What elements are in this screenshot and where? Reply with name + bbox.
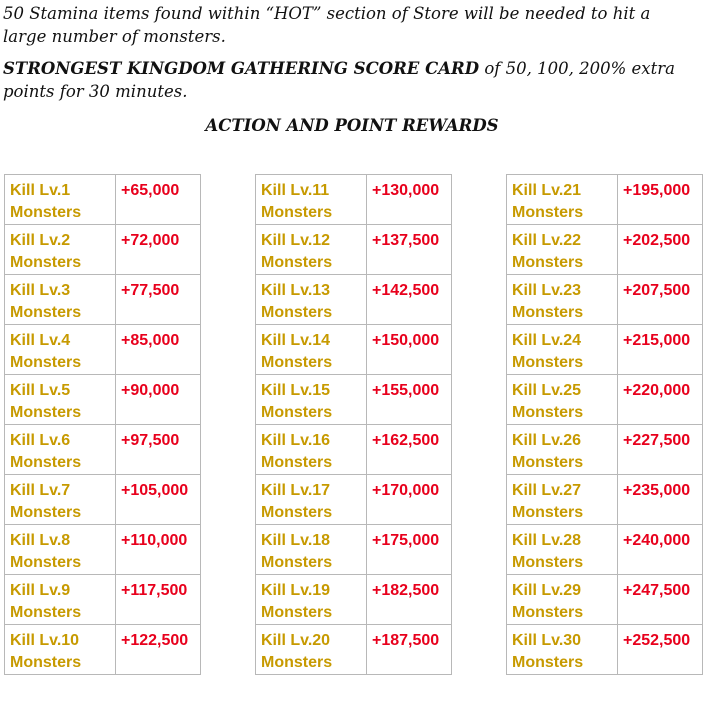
points-cell: +110,000 bbox=[116, 525, 201, 575]
table-row bbox=[5, 325, 201, 375]
table-row bbox=[5, 375, 201, 425]
points-cell: +142,500 bbox=[367, 275, 452, 325]
points-cell: +175,000 bbox=[367, 525, 452, 575]
points-cell: +122,500 bbox=[116, 625, 201, 675]
action-cell: Kill Lv.5 Monsters bbox=[5, 375, 116, 425]
action-cell: Kill Lv.16 Monsters bbox=[256, 425, 367, 475]
points-cell: +72,000 bbox=[116, 225, 201, 275]
table-row bbox=[256, 475, 452, 525]
action-cell: Kill Lv.4 Monsters bbox=[5, 325, 116, 375]
table-row bbox=[5, 175, 201, 225]
rewards-table-3 bbox=[506, 174, 703, 675]
scorecard-note bbox=[3, 57, 693, 103]
intro-text bbox=[3, 2, 693, 103]
action-cell: Kill Lv.10 Monsters bbox=[5, 625, 116, 675]
action-cell: Kill Lv.23 Monsters bbox=[507, 275, 618, 325]
scorecard-title: STRONGEST KINGDOM GATHERING SCORE CARD bbox=[3, 59, 480, 78]
table-row bbox=[256, 375, 452, 425]
action-cell: Kill Lv.21 Monsters bbox=[507, 175, 618, 225]
table-row bbox=[507, 325, 703, 375]
points-cell: +227,500 bbox=[618, 425, 703, 475]
points-cell: +150,000 bbox=[367, 325, 452, 375]
points-cell: +77,500 bbox=[116, 275, 201, 325]
points-cell: +105,000 bbox=[116, 475, 201, 525]
table-row bbox=[256, 425, 452, 475]
points-cell: +97,500 bbox=[116, 425, 201, 475]
points-cell: +202,500 bbox=[618, 225, 703, 275]
action-cell: Kill Lv.29 Monsters bbox=[507, 575, 618, 625]
points-cell: +240,000 bbox=[618, 525, 703, 575]
points-cell: +137,500 bbox=[367, 225, 452, 275]
action-cell: Kill Lv.1 Monsters bbox=[5, 175, 116, 225]
points-cell: +182,500 bbox=[367, 575, 452, 625]
scorecard-detail: of 50, 100, 200% extra points for 30 minutes. bbox=[3, 59, 675, 101]
action-cell: Kill Lv.25 Monsters bbox=[507, 375, 618, 425]
table-row bbox=[507, 175, 703, 225]
action-cell: Kill Lv.18 Monsters bbox=[256, 525, 367, 575]
rewards-table-2 bbox=[255, 174, 452, 675]
points-cell: +117,500 bbox=[116, 575, 201, 625]
action-cell: Kill Lv.22 Monsters bbox=[507, 225, 618, 275]
action-cell: Kill Lv.19 Monsters bbox=[256, 575, 367, 625]
table-row bbox=[5, 575, 201, 625]
points-cell: +247,500 bbox=[618, 575, 703, 625]
table-row bbox=[256, 225, 452, 275]
table-row bbox=[256, 325, 452, 375]
points-cell: +252,500 bbox=[618, 625, 703, 675]
action-cell: Kill Lv.20 Monsters bbox=[256, 625, 367, 675]
stamina-note: 50 Stamina items found within “HOT” section of Store will be needed to hit a large number of monsters. bbox=[3, 4, 651, 46]
action-cell: Kill Lv.11 Monsters bbox=[256, 175, 367, 225]
rewards-table-1 bbox=[4, 174, 201, 675]
table-row bbox=[507, 575, 703, 625]
table-row bbox=[5, 225, 201, 275]
points-cell: +155,000 bbox=[367, 375, 452, 425]
table-row bbox=[5, 475, 201, 525]
table-row bbox=[256, 175, 452, 225]
table-row bbox=[5, 625, 201, 675]
action-cell: Kill Lv.26 Monsters bbox=[507, 425, 618, 475]
points-cell: +195,000 bbox=[618, 175, 703, 225]
points-cell: +187,500 bbox=[367, 625, 452, 675]
action-cell: Kill Lv.6 Monsters bbox=[5, 425, 116, 475]
action-cell: Kill Lv.27 Monsters bbox=[507, 475, 618, 525]
table-row bbox=[256, 275, 452, 325]
points-cell: +130,000 bbox=[367, 175, 452, 225]
action-cell: Kill Lv.8 Monsters bbox=[5, 525, 116, 575]
points-cell: +162,500 bbox=[367, 425, 452, 475]
table-row bbox=[507, 375, 703, 425]
table-row bbox=[5, 275, 201, 325]
action-cell: Kill Lv.15 Monsters bbox=[256, 375, 367, 425]
points-cell: +90,000 bbox=[116, 375, 201, 425]
action-cell: Kill Lv.3 Monsters bbox=[5, 275, 116, 325]
table-row bbox=[507, 225, 703, 275]
table-row bbox=[507, 625, 703, 675]
points-cell: +235,000 bbox=[618, 475, 703, 525]
points-cell: +85,000 bbox=[116, 325, 201, 375]
action-cell: Kill Lv.17 Monsters bbox=[256, 475, 367, 525]
table-row bbox=[507, 525, 703, 575]
action-cell: Kill Lv.28 Monsters bbox=[507, 525, 618, 575]
action-cell: Kill Lv.30 Monsters bbox=[507, 625, 618, 675]
points-cell: +207,500 bbox=[618, 275, 703, 325]
table-row bbox=[256, 625, 452, 675]
section-heading: ACTION AND POINT REWARDS bbox=[205, 116, 499, 135]
table-row bbox=[507, 475, 703, 525]
table-row bbox=[256, 525, 452, 575]
table-row bbox=[5, 525, 201, 575]
table-row bbox=[5, 425, 201, 475]
points-cell: +170,000 bbox=[367, 475, 452, 525]
points-cell: +215,000 bbox=[618, 325, 703, 375]
table-row bbox=[507, 275, 703, 325]
points-cell: +65,000 bbox=[116, 175, 201, 225]
action-cell: Kill Lv.13 Monsters bbox=[256, 275, 367, 325]
table-row bbox=[507, 425, 703, 475]
action-cell: Kill Lv.14 Monsters bbox=[256, 325, 367, 375]
action-cell: Kill Lv.9 Monsters bbox=[5, 575, 116, 625]
action-cell: Kill Lv.24 Monsters bbox=[507, 325, 618, 375]
action-cell: Kill Lv.12 Monsters bbox=[256, 225, 367, 275]
points-cell: +220,000 bbox=[618, 375, 703, 425]
table-row bbox=[256, 575, 452, 625]
action-cell: Kill Lv.7 Monsters bbox=[5, 475, 116, 525]
action-cell: Kill Lv.2 Monsters bbox=[5, 225, 116, 275]
